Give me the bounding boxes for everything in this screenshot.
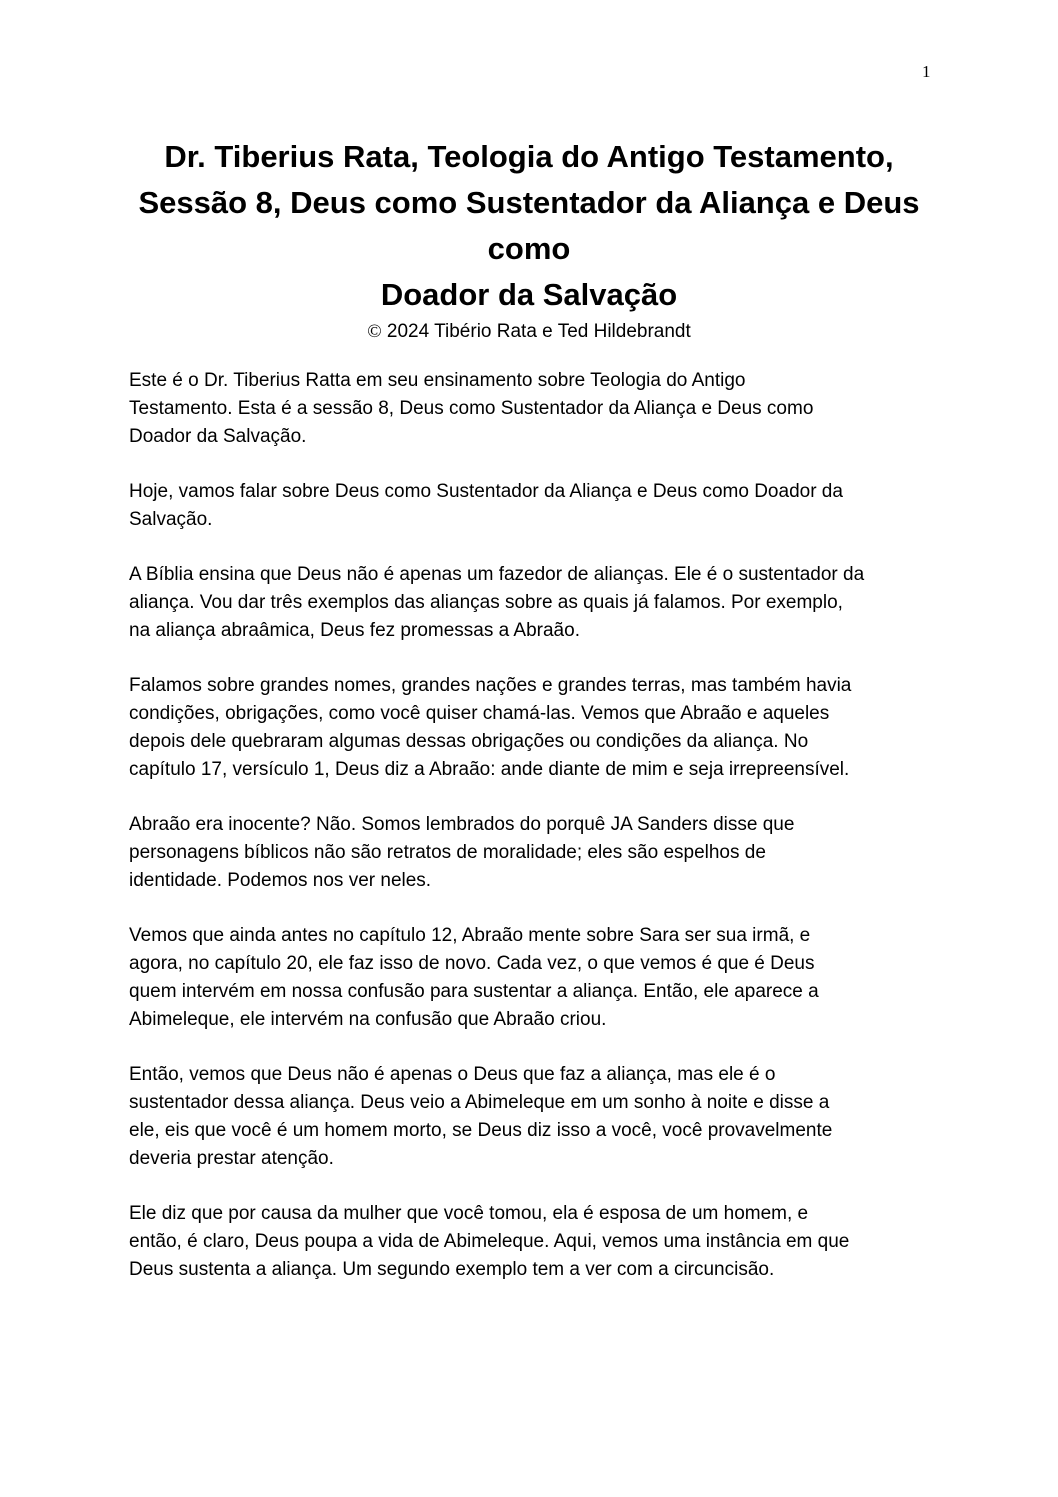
text-line: capítulo 17, versículo 1, Deus diz a Abraão: ande diante de mim e seja irrepreensível. — [129, 759, 850, 780]
text-line: Abraão era inocente? Não. Somos lembrados do porquê JA Sanders disse que — [129, 814, 795, 835]
copyright-text: 2024 Tibério Rata e Ted Hildebrandt — [381, 321, 691, 342]
text-line: agora, no capítulo 20, ele faz isso de novo. Cada vez, o que vemos é que é Deus — [129, 953, 815, 974]
paragraph-1 — [129, 367, 949, 451]
text-line: ele, eis que você é um homem morto, se Deus diz isso a você, você provavelmente — [129, 1120, 833, 1141]
text-line: A Bíblia ensina que Deus não é apenas um fazedor de alianças. Ele é o sustentador da — [129, 564, 865, 585]
copyright-notice — [100, 320, 958, 344]
paragraph-6 — [129, 922, 949, 1034]
text-line: Ele diz que por causa da mulher que você tomou, ela é esposa de um homem, e — [129, 1203, 809, 1224]
paragraph-8 — [129, 1200, 949, 1284]
page-number: 1 — [922, 62, 931, 81]
copyright-symbol: © — [367, 321, 382, 342]
paragraph-3 — [129, 561, 949, 645]
document-title — [100, 134, 958, 318]
text-line: Então, vemos que Deus não é apenas o Deus que faz a aliança, mas ele é o — [129, 1064, 776, 1085]
text-line: Vemos que ainda antes no capítulo 12, Abraão mente sobre Sara ser sua irmã, e — [129, 925, 811, 946]
text-line: Testamento. Esta é a sessão 8, Deus como Sustentador da Aliança e Deus como — [129, 398, 814, 419]
text-line: identidade. Podemos nos ver neles. — [129, 870, 432, 891]
document-header — [100, 134, 958, 344]
text-line: Hoje, vamos falar sobre Deus como Sustentador da Aliança e Deus como Doador da — [129, 481, 843, 502]
text-line: Salvação. — [129, 509, 213, 530]
title-line: Dr. Tiberius Rata, Teologia do Antigo Testamento, — [164, 139, 894, 174]
text-line: depois dele quebraram algumas dessas obrigações ou condições da aliança. No — [129, 731, 809, 752]
text-line: condições, obrigações, como você quiser chamá-las. Vemos que Abraão e aqueles — [129, 703, 830, 724]
title-line: como — [487, 231, 571, 266]
text-line: Este é o Dr. Tiberius Ratta em seu ensinamento sobre Teologia do Antigo — [129, 370, 746, 391]
paragraph-7 — [129, 1061, 949, 1173]
text-line: deveria prestar atenção. — [129, 1148, 334, 1169]
text-line: quem intervém em nossa confusão para sustentar a aliança. Então, ele aparece a — [129, 981, 819, 1002]
text-line: personagens bíblicos não são retratos de moralidade; eles são espelhos de — [129, 842, 766, 863]
text-line: na aliança abraâmica, Deus fez promessas a Abraão. — [129, 620, 580, 641]
text-line: Abimeleque, ele intervém na confusão que Abraão criou. — [129, 1009, 607, 1030]
paragraph-5 — [129, 811, 949, 895]
text-line: Deus sustenta a aliança. Um segundo exemplo tem a ver com a circuncisão. — [129, 1259, 775, 1280]
paragraph-2 — [129, 478, 949, 534]
paragraph-4 — [129, 672, 949, 784]
text-line: Doador da Salvação. — [129, 426, 307, 447]
text-line: sustentador dessa aliança. Deus veio a Abimeleque em um sonho à noite e disse a — [129, 1092, 830, 1113]
text-line: então, é claro, Deus poupa a vida de Abimeleque. Aqui, vemos uma instância em que — [129, 1231, 850, 1252]
text-line: Falamos sobre grandes nomes, grandes nações e grandes terras, mas também havia — [129, 675, 852, 696]
title-line: Doador da Salvação — [380, 277, 678, 312]
title-line: Sessão 8, Deus como Sustentador da Aliança e Deus — [138, 185, 920, 220]
transcript-body — [129, 367, 949, 1311]
text-line: aliança. Vou dar três exemplos das alianças sobre as quais já falamos. Por exemplo, — [129, 592, 843, 613]
